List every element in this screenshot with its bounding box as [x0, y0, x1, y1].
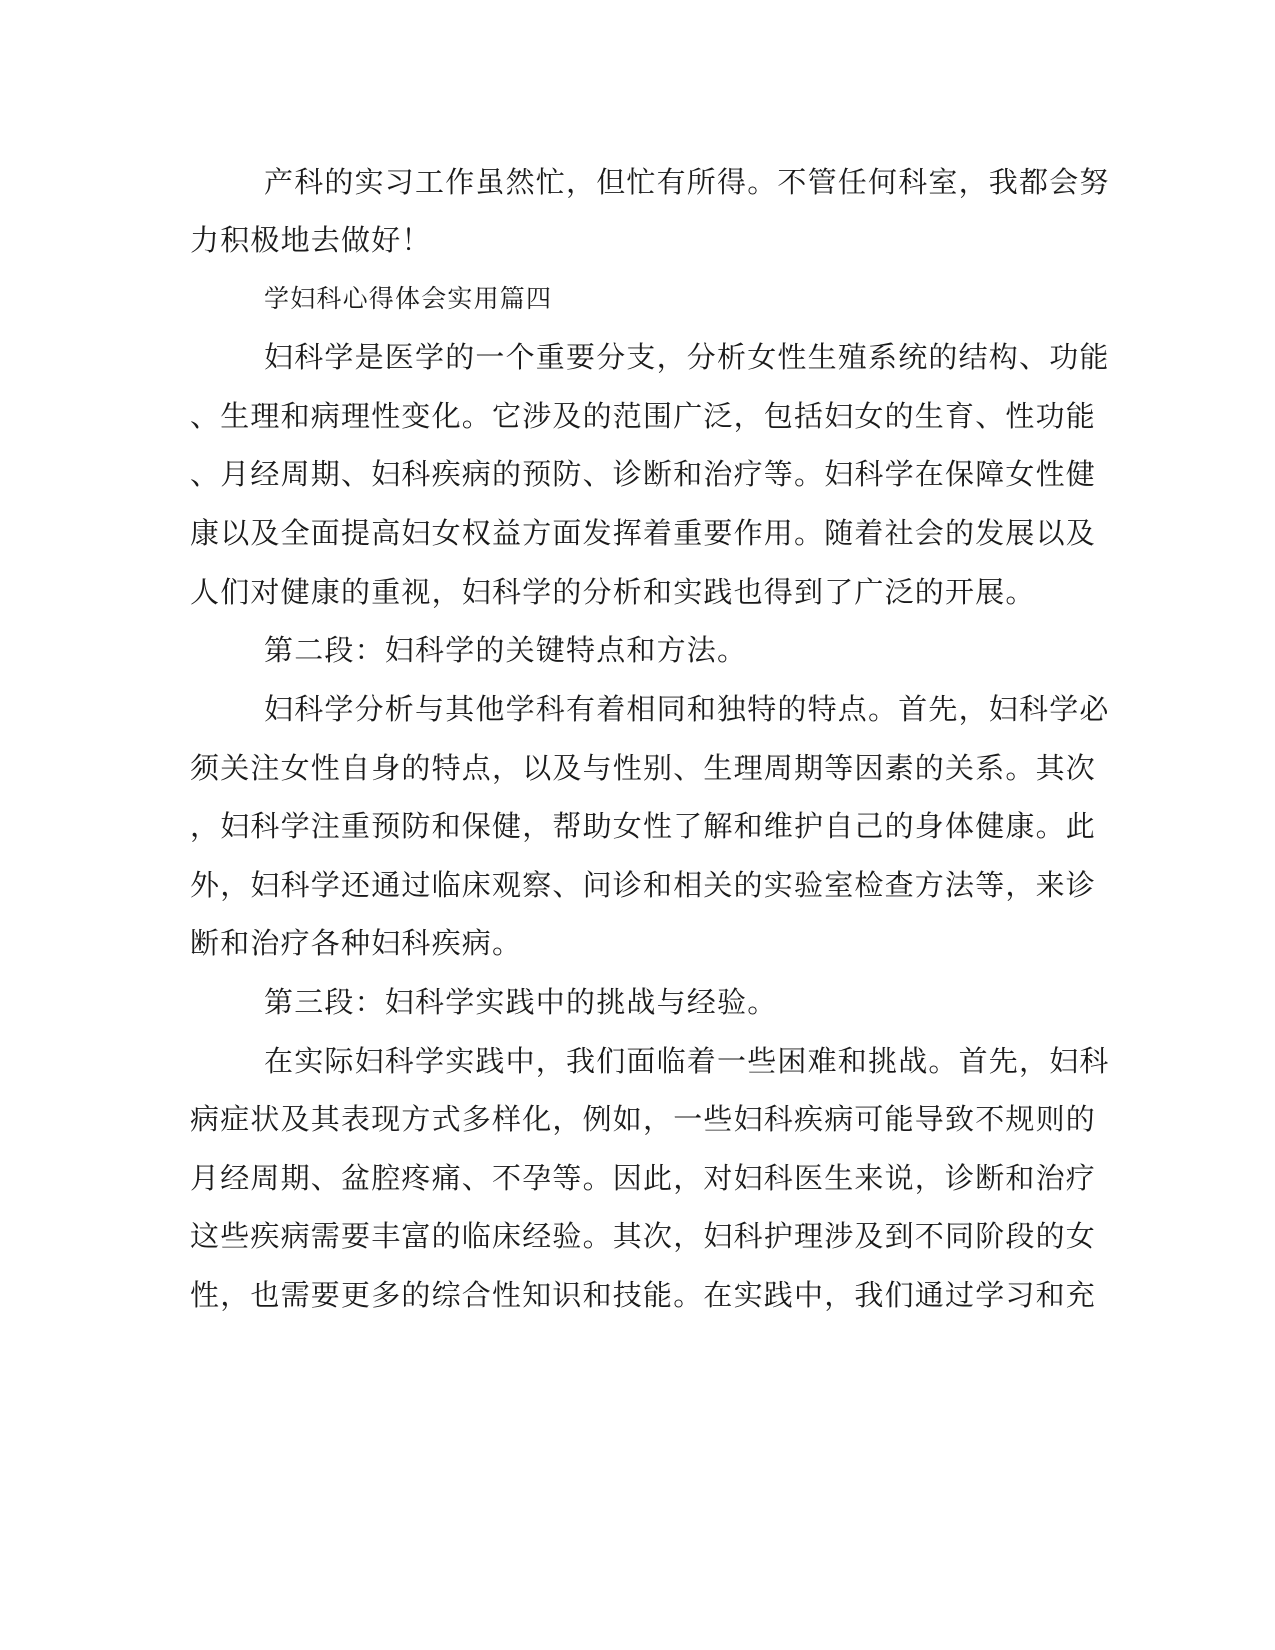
text-line: 外，妇科学还通过临床观察、问诊和相关的实验室检查方法等，来诊: [190, 868, 1097, 902]
paragraph-heading: 第二段：妇科学的关键特点和方法。: [264, 633, 748, 667]
text-line: 力积极地去做好！: [190, 223, 432, 257]
text-line: 这些疾病需要丰富的临床经验。其次，妇科护理涉及到不同阶段的女: [190, 1219, 1097, 1253]
text-line: 妇科学是医学的一个重要分支，分析女性生殖系统的结构、功能: [264, 340, 1110, 374]
text-line: 产科的实习工作虽然忙，但忙有所得。不管任何科室，我都会努: [264, 165, 1110, 199]
text-line: ，妇科学注重预防和保健，帮助女性了解和维护自己的身体健康。此: [190, 809, 1097, 843]
text-line: 病症状及其表现方式多样化，例如，一些妇科疾病可能导致不规则的: [190, 1102, 1097, 1136]
text-line: 、月经周期、妇科疾病的预防、诊断和治疗等。妇科学在保障女性健: [190, 457, 1097, 491]
text-line: 人们对健康的重视，妇科学的分析和实践也得到了广泛的开展。: [190, 575, 1036, 609]
text-line: 妇科学分析与其他学科有着相同和独特的特点。首先，妇科学必: [264, 692, 1110, 726]
text-line: 性，也需要更多的综合性知识和技能。在实践中，我们通过学习和充: [190, 1278, 1097, 1312]
paragraph-heading: 第三段：妇科学实践中的挑战与经验。: [264, 985, 778, 1019]
text-line: 在实际妇科学实践中，我们面临着一些困难和挑战。首先，妇科: [264, 1044, 1110, 1078]
section-heading: 学妇科心得体会实用篇四: [264, 284, 553, 313]
text-line: 康以及全面提高妇女权益方面发挥着重要作用。随着社会的发展以及: [190, 516, 1097, 550]
text-line: 须关注女性自身的特点，以及与性别、生理周期等因素的关系。其次: [190, 751, 1097, 785]
text-line: 月经周期、盆腔疼痛、不孕等。因此，对妇科医生来说，诊断和治疗: [190, 1161, 1097, 1195]
text-line: 、生理和病理性变化。它涉及的范围广泛，包括妇女的生育、性功能: [190, 399, 1097, 433]
text-line: 断和治疗各种妇科疾病。: [190, 926, 523, 960]
